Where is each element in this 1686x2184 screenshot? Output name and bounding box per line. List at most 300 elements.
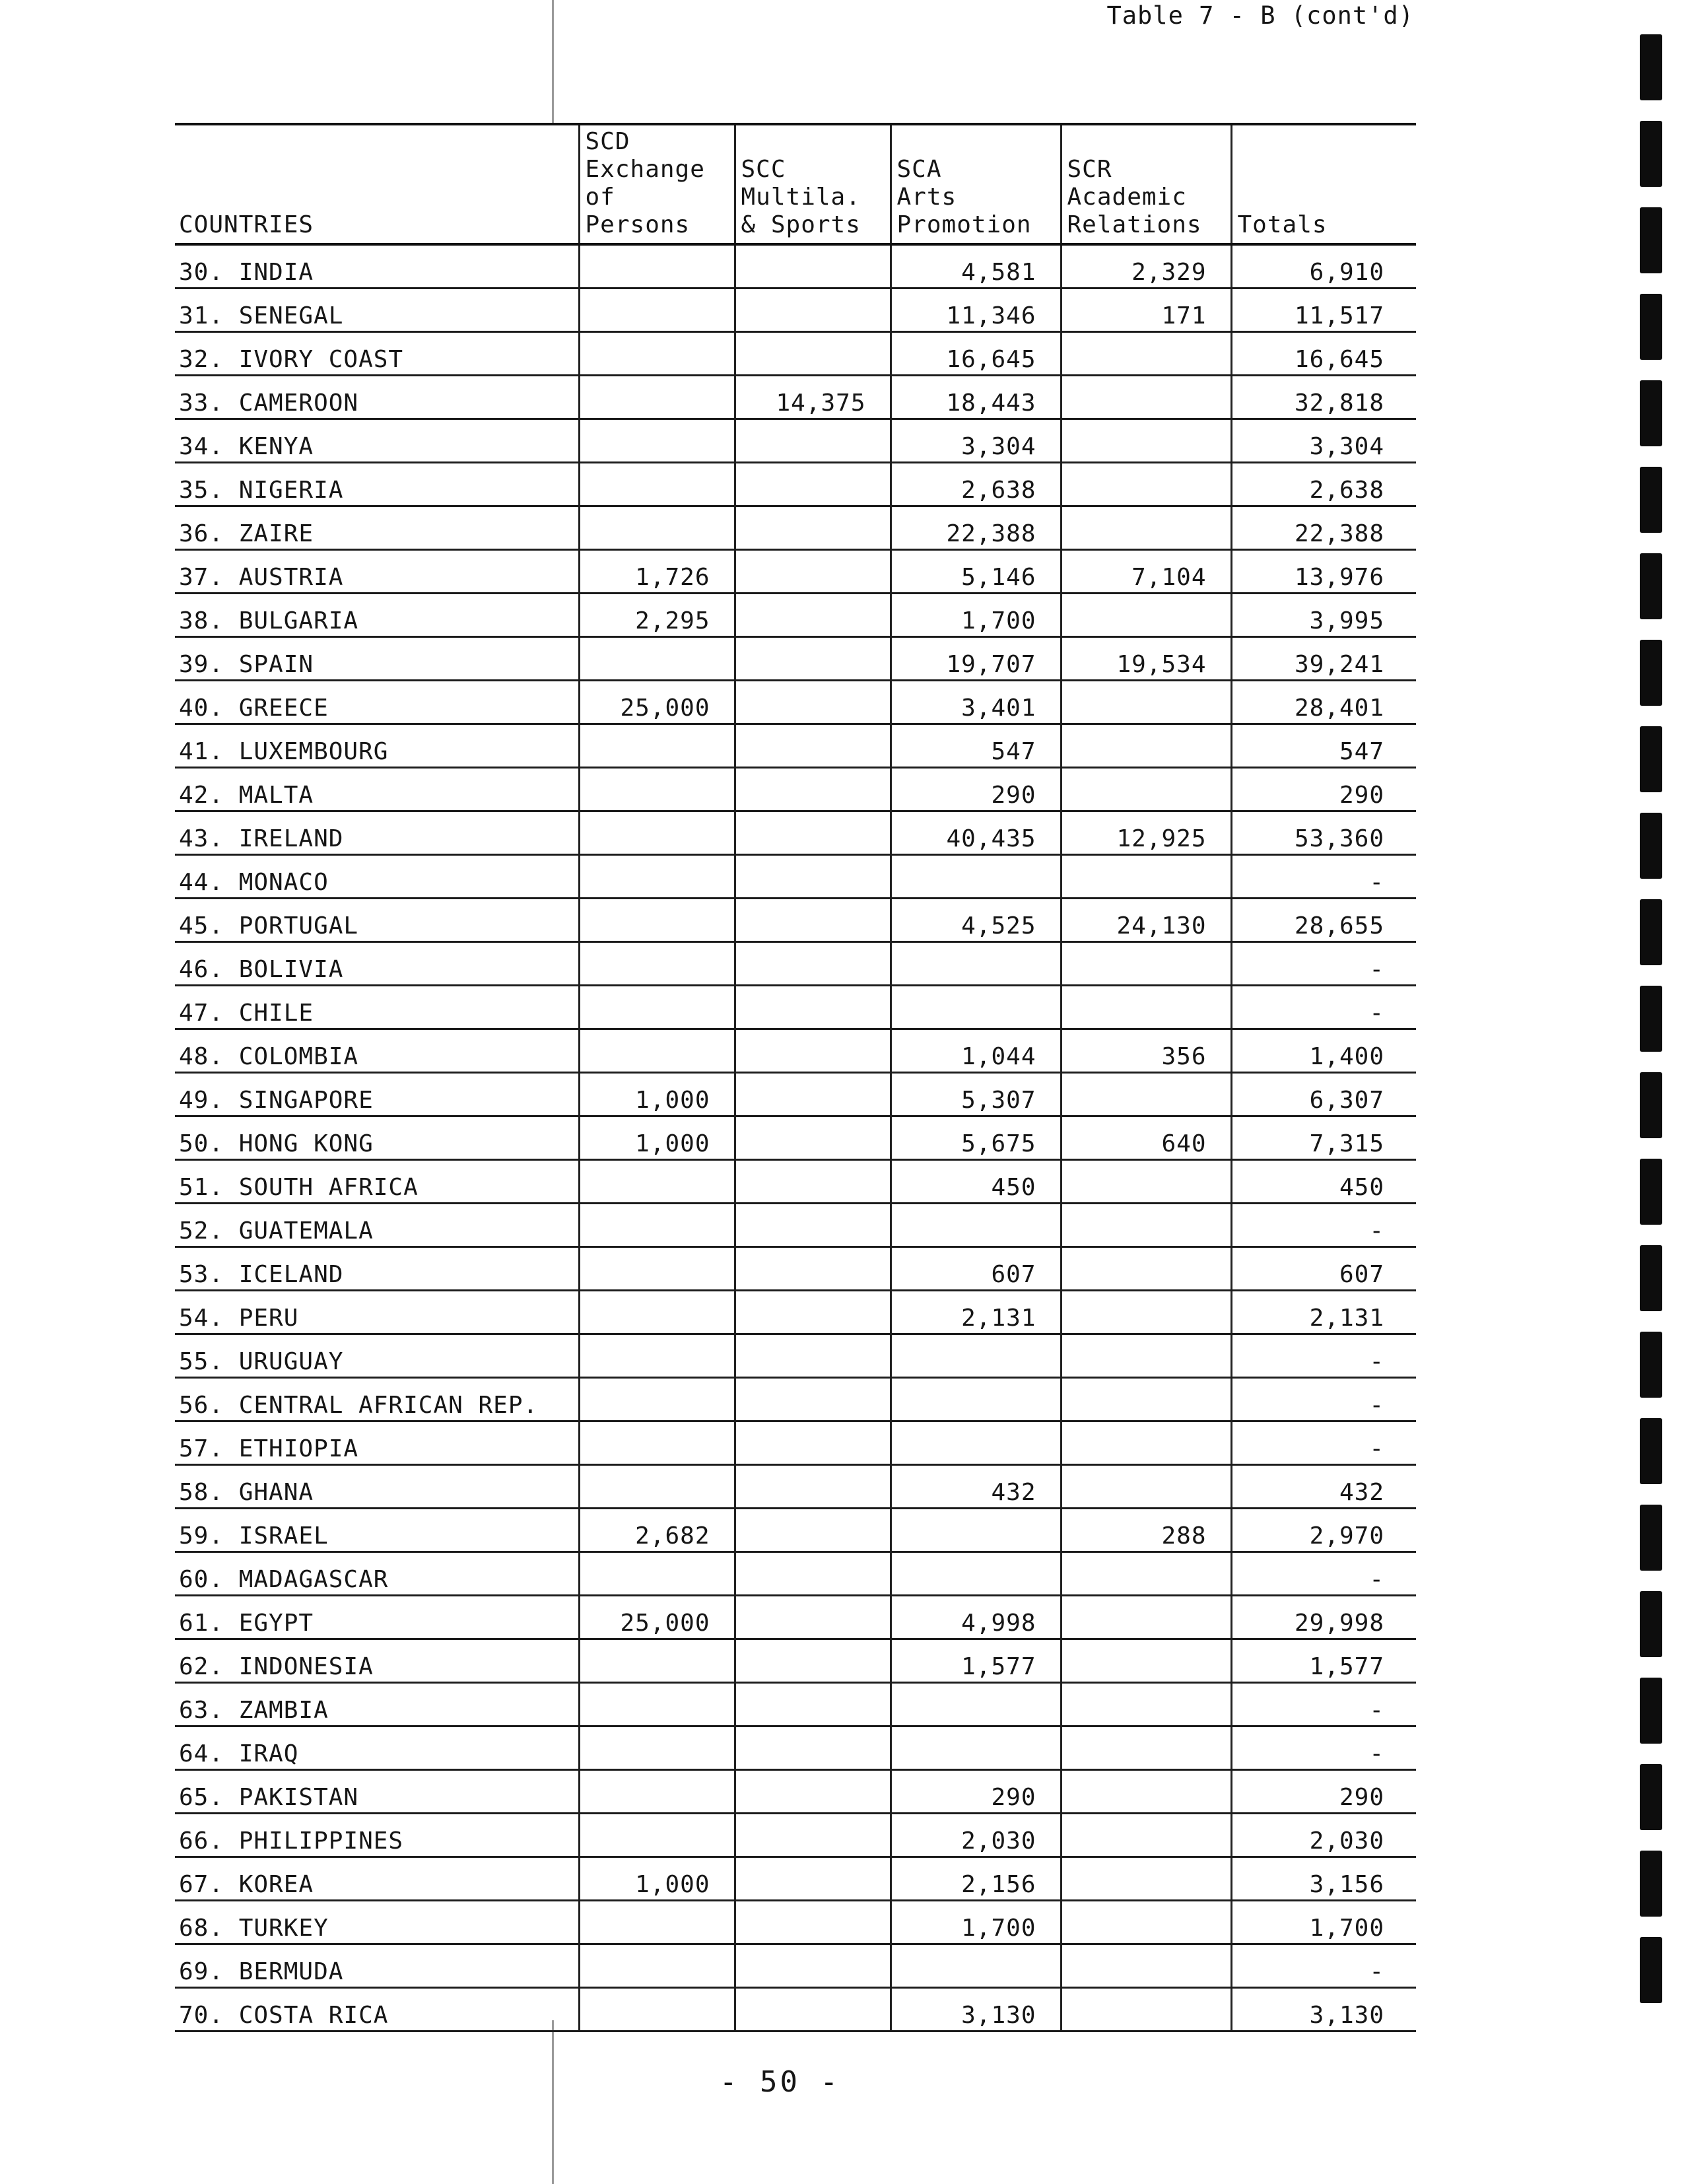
total-value: - — [1231, 855, 1416, 899]
total-value: 547 — [1231, 724, 1416, 768]
sca-value: 1,044 — [891, 1029, 1061, 1073]
scc-value — [735, 244, 891, 289]
scr-value — [1061, 376, 1231, 419]
scr-value — [1061, 681, 1231, 724]
country-name: 36. ZAIRE — [175, 506, 579, 550]
fold-line-bottom — [552, 2020, 554, 2184]
scd-value — [579, 1814, 735, 1857]
scr-value — [1061, 1944, 1231, 1988]
country-name: 60. MADAGASCAR — [175, 1552, 579, 1596]
scc-value — [735, 1465, 891, 1509]
scc-value — [735, 1683, 891, 1726]
country-name: 39. SPAIN — [175, 637, 579, 681]
scr-value: 356 — [1061, 1029, 1231, 1073]
total-value: 1,400 — [1231, 1029, 1416, 1073]
binder-mark — [1640, 294, 1662, 360]
country-name: 58. GHANA — [175, 1465, 579, 1509]
table-row — [175, 1160, 1416, 1204]
scc-value — [735, 768, 891, 811]
table-row — [175, 724, 1416, 768]
country-name: 49. SINGAPORE — [175, 1073, 579, 1116]
country-name: 61. EGYPT — [175, 1596, 579, 1639]
country-name: 32. IVORY COAST — [175, 332, 579, 376]
scc-value — [735, 1596, 891, 1639]
binder-mark — [1640, 467, 1662, 533]
scr-value — [1061, 419, 1231, 463]
sca-value — [891, 1683, 1061, 1726]
total-value: - — [1231, 1552, 1416, 1596]
scc-value — [735, 1814, 891, 1857]
table-body — [175, 244, 1416, 2031]
scc-value — [735, 1770, 891, 1814]
sca-value — [891, 1509, 1061, 1552]
sca-value: 11,346 — [891, 289, 1061, 332]
scr-value — [1061, 1378, 1231, 1421]
scc-value — [735, 506, 891, 550]
table-row — [175, 1421, 1416, 1465]
scc-value — [735, 419, 891, 463]
binder-mark — [1640, 1418, 1662, 1484]
country-name: 33. CAMEROON — [175, 376, 579, 419]
header-totals: Totals — [1231, 124, 1416, 244]
sca-value — [891, 1552, 1061, 1596]
binder-mark — [1640, 1072, 1662, 1138]
country-name: 55. URUGUAY — [175, 1334, 579, 1378]
sca-value: 5,146 — [891, 550, 1061, 594]
sca-value — [891, 855, 1061, 899]
scc-value — [735, 855, 891, 899]
table-row — [175, 855, 1416, 899]
table-row — [175, 942, 1416, 986]
total-value: 3,995 — [1231, 594, 1416, 637]
sca-value: 3,304 — [891, 419, 1061, 463]
scd-value — [579, 1378, 735, 1421]
scd-value — [579, 855, 735, 899]
scd-value — [579, 1291, 735, 1334]
table-row — [175, 1334, 1416, 1378]
table-row — [175, 1509, 1416, 1552]
sca-value — [891, 1334, 1061, 1378]
table-row — [175, 637, 1416, 681]
table-label: Table 7 - B (cont'd) — [1106, 1, 1414, 30]
scr-value: 2,329 — [1061, 244, 1231, 289]
country-name: 46. BOLIVIA — [175, 942, 579, 986]
country-name: 40. GREECE — [175, 681, 579, 724]
sca-value: 4,525 — [891, 899, 1061, 942]
header-scc: SCC Multila. & Sports — [735, 124, 891, 244]
sca-value: 1,700 — [891, 594, 1061, 637]
scc-value — [735, 289, 891, 332]
binder-mark — [1640, 899, 1662, 965]
total-value: 11,517 — [1231, 289, 1416, 332]
scr-value — [1061, 1726, 1231, 1770]
binder-mark — [1640, 726, 1662, 792]
scc-value — [735, 1857, 891, 1901]
total-value: 7,315 — [1231, 1116, 1416, 1160]
total-value: 1,577 — [1231, 1639, 1416, 1683]
total-value: 3,304 — [1231, 419, 1416, 463]
country-name: 45. PORTUGAL — [175, 899, 579, 942]
country-name: 31. SENEGAL — [175, 289, 579, 332]
total-value: 22,388 — [1231, 506, 1416, 550]
binder-mark — [1640, 207, 1662, 273]
sca-value: 290 — [891, 768, 1061, 811]
scc-value — [735, 550, 891, 594]
sca-value — [891, 1378, 1061, 1421]
scc-value — [735, 1552, 891, 1596]
table-row — [175, 986, 1416, 1029]
scr-value — [1061, 1988, 1231, 2031]
scr-value — [1061, 855, 1231, 899]
scr-value: 171 — [1061, 289, 1231, 332]
binder-mark — [1640, 1159, 1662, 1225]
table-row — [175, 594, 1416, 637]
scc-value — [735, 1509, 891, 1552]
scr-value: 12,925 — [1061, 811, 1231, 855]
scc-value — [735, 942, 891, 986]
scc-value — [735, 811, 891, 855]
total-value: 2,030 — [1231, 1814, 1416, 1857]
scr-value — [1061, 1552, 1231, 1596]
total-value: 2,131 — [1231, 1291, 1416, 1334]
scr-value — [1061, 332, 1231, 376]
scc-value — [735, 1421, 891, 1465]
sca-value: 2,638 — [891, 463, 1061, 506]
header-countries: COUNTRIES — [175, 124, 579, 244]
table-row — [175, 1378, 1416, 1421]
table-row — [175, 376, 1416, 419]
scd-value — [579, 506, 735, 550]
scr-value — [1061, 1073, 1231, 1116]
scd-value — [579, 1552, 735, 1596]
scr-value: 288 — [1061, 1509, 1231, 1552]
scc-value — [735, 1291, 891, 1334]
sca-value: 2,156 — [891, 1857, 1061, 1901]
scd-value — [579, 1160, 735, 1204]
scd-value — [579, 811, 735, 855]
binder-mark — [1640, 34, 1662, 100]
country-name: 48. COLOMBIA — [175, 1029, 579, 1073]
total-value: 32,818 — [1231, 376, 1416, 419]
table-row — [175, 1291, 1416, 1334]
scr-value — [1061, 1334, 1231, 1378]
scr-value: 7,104 — [1061, 550, 1231, 594]
scr-value — [1061, 1857, 1231, 1901]
funding-table — [175, 123, 1416, 2032]
country-name: 56. CENTRAL AFRICAN REP. — [175, 1378, 579, 1421]
scc-value — [735, 1944, 891, 1988]
scc-value — [735, 724, 891, 768]
scd-value — [579, 1683, 735, 1726]
country-name: 42. MALTA — [175, 768, 579, 811]
country-name: 68. TURKEY — [175, 1901, 579, 1944]
scr-value — [1061, 1204, 1231, 1247]
scc-value — [735, 1160, 891, 1204]
country-name: 64. IRAQ — [175, 1726, 579, 1770]
table-row — [175, 1857, 1416, 1901]
total-value: 290 — [1231, 768, 1416, 811]
scr-value — [1061, 1465, 1231, 1509]
sca-value: 607 — [891, 1247, 1061, 1291]
sca-value: 5,675 — [891, 1116, 1061, 1160]
binder-mark — [1640, 1505, 1662, 1571]
table-row — [175, 1465, 1416, 1509]
total-value: 29,998 — [1231, 1596, 1416, 1639]
scd-value — [579, 1901, 735, 1944]
scr-value: 19,534 — [1061, 637, 1231, 681]
binder-mark — [1640, 813, 1662, 879]
table-row — [175, 1901, 1416, 1944]
sca-value: 2,131 — [891, 1291, 1061, 1334]
scc-value — [735, 1073, 891, 1116]
scd-value — [579, 1247, 735, 1291]
binder-mark — [1640, 1937, 1662, 2003]
scd-value — [579, 1421, 735, 1465]
scr-value — [1061, 1160, 1231, 1204]
table-row — [175, 1639, 1416, 1683]
scd-value — [579, 289, 735, 332]
table-row — [175, 1116, 1416, 1160]
scr-value — [1061, 942, 1231, 986]
sca-value: 5,307 — [891, 1073, 1061, 1116]
country-name: 44. MONACO — [175, 855, 579, 899]
table-row — [175, 244, 1416, 289]
sca-value — [891, 1204, 1061, 1247]
total-value: 432 — [1231, 1465, 1416, 1509]
scd-value: 2,682 — [579, 1509, 735, 1552]
country-name: 35. NIGERIA — [175, 463, 579, 506]
table-row — [175, 1029, 1416, 1073]
scd-value: 1,000 — [579, 1073, 735, 1116]
sca-value: 16,645 — [891, 332, 1061, 376]
scc-value — [735, 1378, 891, 1421]
total-value: 1,700 — [1231, 1901, 1416, 1944]
sca-value: 3,401 — [891, 681, 1061, 724]
scr-value: 640 — [1061, 1116, 1231, 1160]
country-name: 34. KENYA — [175, 419, 579, 463]
table-row — [175, 332, 1416, 376]
table-row — [175, 1204, 1416, 1247]
page-number: - 50 - — [720, 2065, 840, 2099]
scd-value — [579, 332, 735, 376]
scd-value — [579, 1204, 735, 1247]
table-row — [175, 1596, 1416, 1639]
scr-value — [1061, 1814, 1231, 1857]
sca-value: 40,435 — [891, 811, 1061, 855]
scr-value — [1061, 506, 1231, 550]
total-value: 450 — [1231, 1160, 1416, 1204]
total-value: 607 — [1231, 1247, 1416, 1291]
sca-value — [891, 1421, 1061, 1465]
country-name: 65. PAKISTAN — [175, 1770, 579, 1814]
total-value: 6,307 — [1231, 1073, 1416, 1116]
scd-value — [579, 1770, 735, 1814]
table-row — [175, 463, 1416, 506]
scr-value — [1061, 1770, 1231, 1814]
scr-value — [1061, 1247, 1231, 1291]
scc-value — [735, 463, 891, 506]
scd-value — [579, 724, 735, 768]
binder-mark — [1640, 640, 1662, 706]
scr-value — [1061, 1639, 1231, 1683]
total-value: - — [1231, 1944, 1416, 1988]
scc-value: 14,375 — [735, 376, 891, 419]
total-value: 28,655 — [1231, 899, 1416, 942]
scd-value: 1,000 — [579, 1857, 735, 1901]
sca-value — [891, 986, 1061, 1029]
scc-value — [735, 637, 891, 681]
country-name: 70. COSTA RICA — [175, 1988, 579, 2031]
header-scd: SCD Exchange of Persons — [579, 124, 735, 244]
scd-value: 1,726 — [579, 550, 735, 594]
scc-value — [735, 681, 891, 724]
scd-value: 2,295 — [579, 594, 735, 637]
scr-value — [1061, 768, 1231, 811]
scr-value — [1061, 463, 1231, 506]
binder-mark — [1640, 1851, 1662, 1917]
sca-value — [891, 1944, 1061, 1988]
table-row — [175, 1552, 1416, 1596]
scc-value — [735, 1901, 891, 1944]
table-row — [175, 1247, 1416, 1291]
scd-value — [579, 1726, 735, 1770]
scr-value — [1061, 1291, 1231, 1334]
total-value: 290 — [1231, 1770, 1416, 1814]
scd-value — [579, 1639, 735, 1683]
country-name: 57. ETHIOPIA — [175, 1421, 579, 1465]
total-value: - — [1231, 1726, 1416, 1770]
scd-value: 25,000 — [579, 1596, 735, 1639]
scc-value — [735, 1029, 891, 1073]
total-value: 3,130 — [1231, 1988, 1416, 2031]
sca-value: 432 — [891, 1465, 1061, 1509]
scd-value — [579, 244, 735, 289]
scc-value — [735, 1116, 891, 1160]
country-name: 66. PHILIPPINES — [175, 1814, 579, 1857]
total-value: - — [1231, 1421, 1416, 1465]
sca-value: 18,443 — [891, 376, 1061, 419]
table-row — [175, 1944, 1416, 1988]
table-row — [175, 1683, 1416, 1726]
table-row — [175, 1988, 1416, 2031]
total-value: - — [1231, 1334, 1416, 1378]
scd-value — [579, 419, 735, 463]
scd-value — [579, 376, 735, 419]
country-name: 51. SOUTH AFRICA — [175, 1160, 579, 1204]
table-row — [175, 899, 1416, 942]
scd-value — [579, 1944, 735, 1988]
table-row — [175, 1814, 1416, 1857]
country-name: 67. KOREA — [175, 1857, 579, 1901]
sca-value: 22,388 — [891, 506, 1061, 550]
sca-value: 290 — [891, 1770, 1061, 1814]
country-name: 41. LUXEMBOURG — [175, 724, 579, 768]
sca-value: 19,707 — [891, 637, 1061, 681]
sca-value: 2,030 — [891, 1814, 1061, 1857]
table-row — [175, 506, 1416, 550]
binder-mark — [1640, 1764, 1662, 1830]
scd-value — [579, 1334, 735, 1378]
sca-value — [891, 942, 1061, 986]
total-value: 2,970 — [1231, 1509, 1416, 1552]
country-name: 38. BULGARIA — [175, 594, 579, 637]
scr-value — [1061, 594, 1231, 637]
total-value: - — [1231, 986, 1416, 1029]
table-row — [175, 289, 1416, 332]
total-value: 16,645 — [1231, 332, 1416, 376]
scc-value — [735, 1204, 891, 1247]
table-row — [175, 550, 1416, 594]
total-value: - — [1231, 1378, 1416, 1421]
table-row — [175, 811, 1416, 855]
country-name: 54. PERU — [175, 1291, 579, 1334]
sca-value — [891, 1726, 1061, 1770]
scd-value — [579, 942, 735, 986]
country-name: 37. AUSTRIA — [175, 550, 579, 594]
scc-value — [735, 1726, 891, 1770]
country-name: 59. ISRAEL — [175, 1509, 579, 1552]
scr-value — [1061, 1683, 1231, 1726]
binder-mark — [1640, 1591, 1662, 1657]
scd-value — [579, 899, 735, 942]
table-row — [175, 419, 1416, 463]
scr-value — [1061, 724, 1231, 768]
scr-value — [1061, 1421, 1231, 1465]
scr-value — [1061, 1901, 1231, 1944]
country-name: 63. ZAMBIA — [175, 1683, 579, 1726]
total-value: 28,401 — [1231, 681, 1416, 724]
scc-value — [735, 899, 891, 942]
table-row — [175, 1073, 1416, 1116]
scd-value — [579, 463, 735, 506]
total-value: 13,976 — [1231, 550, 1416, 594]
sca-value: 450 — [891, 1160, 1061, 1204]
table-row — [175, 768, 1416, 811]
scc-value — [735, 332, 891, 376]
total-value: - — [1231, 1683, 1416, 1726]
binder-mark — [1640, 121, 1662, 187]
country-name: 47. CHILE — [175, 986, 579, 1029]
table-header-row — [175, 124, 1416, 244]
scc-value — [735, 1247, 891, 1291]
table-row — [175, 681, 1416, 724]
sca-value: 3,130 — [891, 1988, 1061, 2031]
country-name: 50. HONG KONG — [175, 1116, 579, 1160]
fold-line-top — [552, 0, 554, 125]
sca-value: 4,581 — [891, 244, 1061, 289]
header-scr: SCR Academic Relations — [1061, 124, 1231, 244]
binder-mark — [1640, 1245, 1662, 1311]
binder-mark — [1640, 1332, 1662, 1398]
scd-value — [579, 1029, 735, 1073]
country-name: 69. BERMUDA — [175, 1944, 579, 1988]
total-value: 3,156 — [1231, 1857, 1416, 1901]
sca-value: 1,577 — [891, 1639, 1061, 1683]
sca-value: 547 — [891, 724, 1061, 768]
scd-value — [579, 1465, 735, 1509]
country-name: 53. ICELAND — [175, 1247, 579, 1291]
binder-mark — [1640, 1678, 1662, 1744]
binder-mark — [1640, 553, 1662, 619]
scd-value — [579, 1988, 735, 2031]
table-row — [175, 1770, 1416, 1814]
total-value: 6,910 — [1231, 244, 1416, 289]
scc-value — [735, 1639, 891, 1683]
scr-value — [1061, 986, 1231, 1029]
scd-value: 25,000 — [579, 681, 735, 724]
country-name: 52. GUATEMALA — [175, 1204, 579, 1247]
scc-value — [735, 986, 891, 1029]
